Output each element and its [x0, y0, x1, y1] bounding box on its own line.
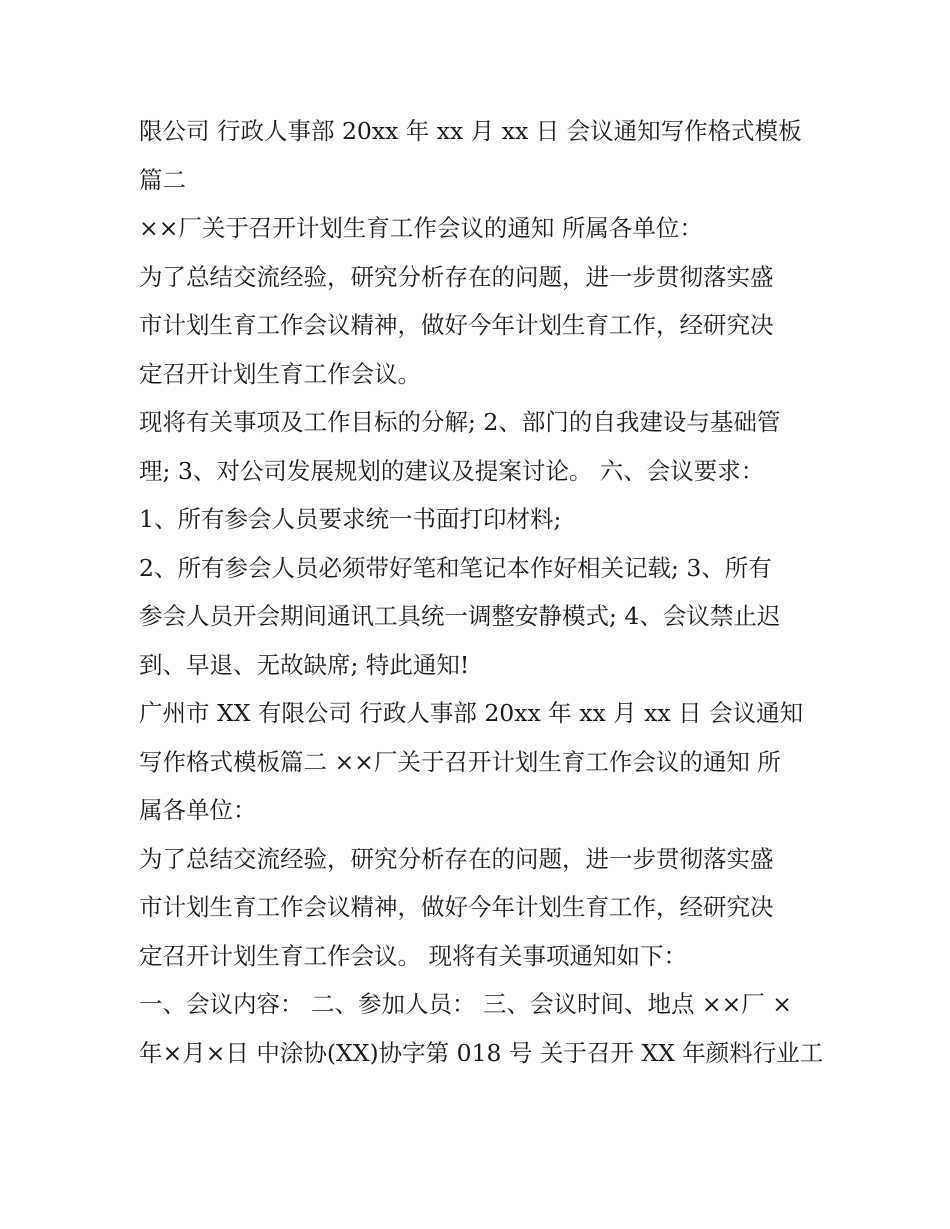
text-line: 到、早退、无故缺席; 特此通知!: [139, 650, 470, 679]
text-line: 写作格式模板篇二 ××厂关于召开计划生育工作会议的通知 所: [139, 747, 781, 776]
text-line: 定召开计划生育工作会议。: [139, 359, 421, 388]
text-line: 参会人员开会期间通讯工具统一调整安静模式; 4、会议禁止迟: [139, 602, 781, 630]
text-line: 市计划生育工作会议精神，做好今年计划生育工作，经研究决: [139, 311, 774, 339]
text-line: 篇二: [139, 165, 186, 194]
text-line: 为了总结交流经验，研究分析存在的问题，进一步贯彻落实盛: [139, 844, 774, 873]
text-line: 1、所有参会人员要求统一书面打印材料;: [139, 505, 562, 533]
text-line: 2、所有参会人员必须带好笔和笔记本作好相关记载; 3、所有: [139, 553, 772, 582]
text-line: 定召开计划生育工作会议。 现将有关事项通知如下：: [139, 941, 687, 970]
text-line: 为了总结交流经验，研究分析存在的问题，进一步贯彻落实盛: [139, 262, 774, 291]
text-line: 一、会议内容： 二、参加人员： 三、会议时间、地点 ××厂 ×: [139, 990, 792, 1018]
text-line: 属各单位：: [139, 796, 257, 824]
text-line: 广州市 XX 有限公司 行政人事部 20xx 年 xx 月 xx 日 会议通知: [139, 699, 804, 727]
document-body: [139, 107, 824, 1077]
text-line: ××厂关于召开计划生育工作会议的通知 所属各单位：: [139, 214, 703, 242]
text-line: 现将有关事项及工作目标的分解; 2、部门的自我建设与基础管: [139, 408, 781, 436]
text-line: 市计划生育工作会议精神，做好今年计划生育工作，经研究决: [139, 893, 774, 921]
text-line: 限公司 行政人事部 20xx 年 xx 月 xx 日 会议通知写作格式模板: [139, 117, 802, 145]
text-line: 理; 3、对公司发展规划的建议及提案讨论。 六、会议要求：: [139, 456, 765, 485]
text-line: 年×月×日 中涂协(XX)协字第 018 号 关于召开 XX 年颜料行业工: [139, 1038, 824, 1067]
